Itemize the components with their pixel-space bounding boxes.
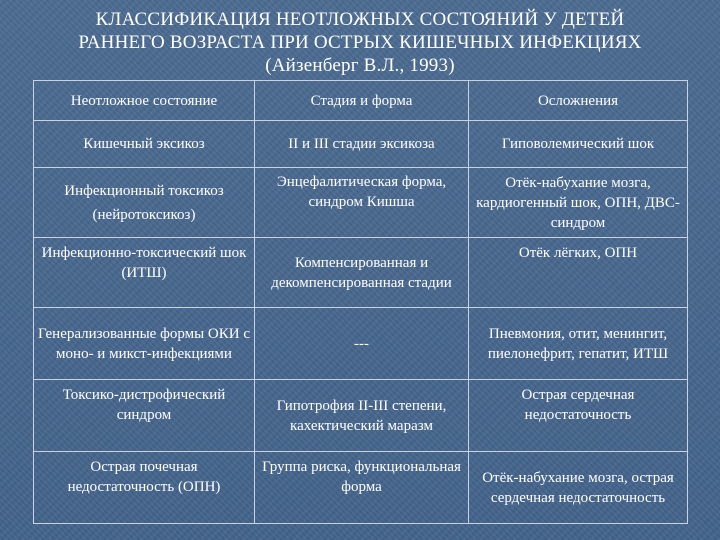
table-row — [34, 238, 688, 308]
table-cell: Группа риска, функциональная форма — [255, 452, 469, 524]
table-row — [34, 380, 688, 452]
table-cell: Острая сердечная недостаточность — [469, 380, 688, 452]
title-line-3: (Айзенберг В.Л., 1993) — [265, 55, 455, 76]
table-row — [34, 121, 688, 168]
table-cell: Острая почечная недостаточность (ОПН) — [34, 452, 255, 524]
header-cell-stage: Стадия и форма — [255, 81, 469, 121]
table-cell: --- — [255, 308, 469, 380]
slide-title — [20, 8, 700, 77]
table-row — [34, 308, 688, 380]
table-cell: Компенсированная и декомпенсированная стадии — [255, 238, 469, 308]
table-cell: Отёк лёгких, ОПН — [469, 238, 688, 308]
table-cell: Энцефалитическая форма, синдром Кишша — [255, 168, 469, 238]
header-cell-condition: Неотложное состояние — [34, 81, 255, 121]
table-cell: Инфекционно-токсический шок (ИТШ) — [34, 238, 255, 308]
table-cell: Инфекционный токсикоз (нейротоксикоз) — [34, 168, 255, 238]
header-cell-complications: Осложнения — [469, 81, 688, 121]
table-row — [34, 168, 688, 238]
table-row — [34, 452, 688, 524]
table-cell: Гиповолемический шок — [469, 121, 688, 168]
table-cell: Кишечный эксикоз — [34, 121, 255, 168]
table-cell: II и III стадии эксикоза — [255, 121, 469, 168]
title-line-2: РАННЕГО ВОЗРАСТА ПРИ ОСТРЫХ КИШЕЧНЫХ ИНФЕКЦИЯХ — [78, 32, 642, 53]
table-cell: Отёк-набухание мозга, кардиогенный шок, ОПН, ДВС-синдром — [469, 168, 688, 238]
table-cell: Генерализованные формы ОКИ с моно- и микст-инфекциями — [34, 308, 255, 380]
table-header-row — [34, 81, 688, 121]
table-cell: Отёк-набухание мозга, острая сердечная недостаточность — [469, 452, 688, 524]
table-cell: Гипотрофия II-III степени, кахектический маразм — [255, 380, 469, 452]
classification-table — [33, 80, 688, 524]
table-cell: Токсико-дистрофический синдром — [34, 380, 255, 452]
table-cell: Пневмония, отит, менингит, пиелонефрит, гепатит, ИТШ — [469, 308, 688, 380]
title-line-1: КЛАССИФИКАЦИЯ НЕОТЛОЖНЫХ СОСТОЯНИЙ У ДЕТЕЙ — [95, 9, 625, 30]
